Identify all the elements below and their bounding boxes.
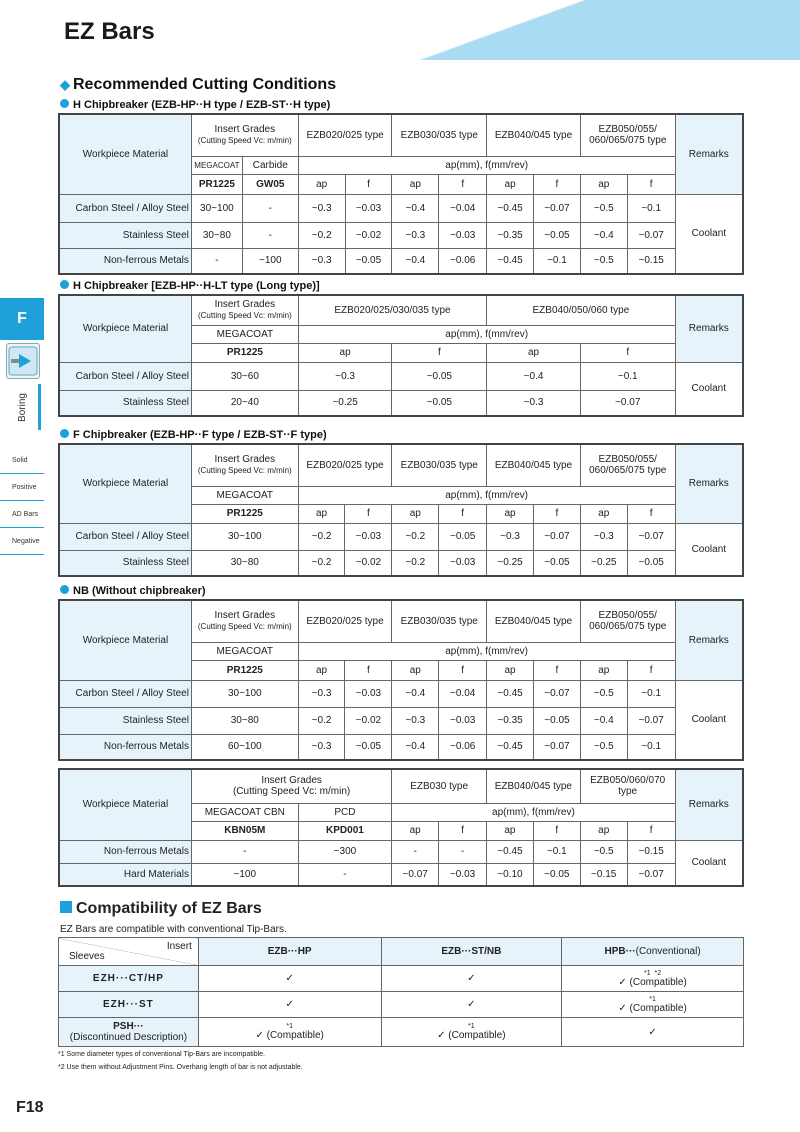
page-title: EZ Bars bbox=[64, 18, 155, 45]
table3-title: F Chipbreaker (EZB-HP··F type / EZB-ST··F type) bbox=[60, 429, 327, 441]
value-cell: ~0.05 bbox=[392, 390, 487, 416]
remarks-header: Remarks bbox=[675, 769, 743, 840]
value-cell: ~0.45 bbox=[487, 194, 534, 222]
col-f: f bbox=[627, 660, 675, 680]
value-cell: ~0.1 bbox=[580, 362, 675, 390]
grade-label: MEGACOAT bbox=[191, 156, 242, 174]
value-cell: ~0.45 bbox=[486, 840, 533, 863]
table-row bbox=[59, 680, 743, 707]
value-cell: 30~80 bbox=[191, 222, 242, 248]
col-ap: ap bbox=[298, 660, 345, 680]
col-f: f bbox=[439, 660, 487, 680]
value-cell: ~0.05 bbox=[533, 550, 580, 576]
value-cell: ~0.1 bbox=[533, 840, 580, 863]
col-ap: ap bbox=[580, 821, 627, 840]
insert-grades-header: Insert Grades (Cutting Speed Vc: m/min) bbox=[191, 444, 298, 486]
value-cell: 60~100 bbox=[191, 734, 298, 760]
value-cell: ~0.3 bbox=[298, 734, 345, 760]
value-cell: ~0.4 bbox=[580, 222, 627, 248]
col-ap: ap bbox=[392, 174, 439, 194]
value-cell: ~0.07 bbox=[627, 222, 675, 248]
insert-grades-header: Insert Grades (Cutting Speed Vc: m/min) bbox=[192, 295, 299, 325]
col-f: f bbox=[533, 504, 580, 523]
col-ap: ap bbox=[580, 660, 627, 680]
grade-label: PCD bbox=[298, 803, 392, 821]
check-icon: ✓ bbox=[467, 999, 476, 1010]
group-header: EZB030/035 type bbox=[392, 444, 487, 486]
grade-code: PR1225 bbox=[191, 174, 242, 194]
value-cell: ~0.15 bbox=[580, 863, 627, 886]
value-cell: ~0.25 bbox=[580, 550, 627, 576]
units-label: ap(mm), f(mm/rev) bbox=[298, 156, 675, 174]
value-cell: ~0.45 bbox=[487, 734, 534, 760]
grade-label: MEGACOAT CBN bbox=[191, 803, 298, 821]
value-cell: ~0.04 bbox=[439, 680, 487, 707]
table-row bbox=[59, 550, 743, 576]
workpiece-material-header: Workpiece Material bbox=[59, 444, 191, 523]
col-ap: ap bbox=[580, 504, 627, 523]
check-cell bbox=[381, 966, 562, 992]
diamond-icon: ◆ bbox=[60, 77, 70, 92]
value-cell: ~0.2 bbox=[392, 550, 439, 576]
side-nav-list bbox=[0, 447, 44, 555]
value-cell: ~0.3 bbox=[392, 222, 439, 248]
table4-title: NB (Without chipbreaker) bbox=[60, 585, 206, 597]
table-compatibility bbox=[58, 937, 744, 1047]
group-header: EZB030/035 type bbox=[392, 114, 487, 156]
coolant-cell: Coolant bbox=[675, 840, 743, 886]
coolant-cell: Coolant bbox=[675, 362, 743, 416]
value-cell: ~0.3 bbox=[487, 390, 581, 416]
value-cell: 30~80 bbox=[191, 550, 298, 576]
value-cell: ~0.5 bbox=[580, 248, 627, 274]
grade-label: MEGACOAT bbox=[191, 642, 298, 660]
col-f: f bbox=[439, 821, 487, 840]
value-cell: ~0.10 bbox=[486, 863, 533, 886]
value-cell: ~0.4 bbox=[392, 680, 439, 707]
col-f: f bbox=[534, 174, 581, 194]
grade-code: KPD001 bbox=[298, 821, 392, 840]
workpiece-material-header: Workpiece Material bbox=[59, 600, 191, 680]
units-label: ap(mm), f(mm/rev) bbox=[298, 642, 675, 660]
grade-code: PR1225 bbox=[191, 660, 298, 680]
insert-header: EZB···ST/NB bbox=[381, 938, 562, 966]
col-ap: ap bbox=[392, 821, 439, 840]
table-row bbox=[59, 840, 743, 863]
value-cell: ~100 bbox=[242, 248, 298, 274]
col-f: f bbox=[627, 174, 675, 194]
value-cell: ~0.03 bbox=[439, 863, 487, 886]
value-cell: ~0.05 bbox=[627, 550, 675, 576]
remarks-header: Remarks bbox=[675, 600, 743, 680]
value-cell: ~0.5 bbox=[580, 680, 627, 707]
value-cell: ~0.07 bbox=[534, 194, 581, 222]
check-cell bbox=[562, 1018, 744, 1047]
workpiece-material-header: Workpiece Material bbox=[59, 295, 192, 362]
sleeve-label: PSH··· (Discontinued Description) bbox=[59, 1018, 199, 1047]
section-title-cutting: ◆ Recommended Cutting Conditions bbox=[60, 76, 337, 93]
bullet-icon bbox=[60, 585, 69, 594]
value-cell: ~0.03 bbox=[439, 707, 487, 734]
value-cell: ~0.07 bbox=[533, 523, 580, 550]
value-cell: ~0.4 bbox=[392, 248, 439, 274]
value-cell: ~0.25 bbox=[487, 550, 534, 576]
value-cell: ~0.5 bbox=[580, 734, 627, 760]
value-cell: ~0.07 bbox=[580, 390, 675, 416]
group-header: EZB030/035 type bbox=[392, 600, 487, 642]
coolant-cell: Coolant bbox=[675, 194, 743, 274]
col-f: f bbox=[439, 504, 487, 523]
group-header: EZB020/025 type bbox=[298, 114, 392, 156]
col-f: f bbox=[533, 660, 580, 680]
side-tab-f[interactable]: F bbox=[0, 298, 44, 340]
check-cell: *1 *2 ✓ (Compatible) bbox=[562, 966, 744, 992]
section-title-compatibility: Compatibility of EZ Bars bbox=[60, 900, 262, 918]
value-cell: ~0.03 bbox=[345, 194, 392, 222]
col-ap: ap bbox=[487, 504, 534, 523]
value-cell: ~0.07 bbox=[627, 863, 675, 886]
value-cell: ~0.15 bbox=[627, 840, 675, 863]
value-cell: ~0.4 bbox=[392, 194, 439, 222]
value-cell: ~0.05 bbox=[392, 362, 487, 390]
col-f: f bbox=[392, 343, 487, 362]
value-cell: ~0.4 bbox=[392, 734, 439, 760]
value-cell: ~0.15 bbox=[627, 248, 675, 274]
check-cell bbox=[381, 992, 562, 1018]
table1-title: H Chipbreaker (EZB-HP··H type / EZB-ST··H type) bbox=[60, 99, 330, 111]
table-row bbox=[59, 863, 743, 886]
value-cell: ~0.2 bbox=[298, 707, 345, 734]
material-cell: Stainless Steel bbox=[59, 390, 192, 416]
group-header: EZB040/050/060 type bbox=[487, 295, 675, 325]
col-f: f bbox=[533, 821, 580, 840]
value-cell: ~0.25 bbox=[298, 390, 392, 416]
table-row bbox=[59, 390, 743, 416]
value-cell: ~0.1 bbox=[627, 734, 675, 760]
check-icon: ✓ bbox=[285, 973, 294, 984]
value-cell: 30~100 bbox=[191, 523, 298, 550]
material-cell: Non-ferrous Metals bbox=[59, 734, 191, 760]
grade-code: KBN05M bbox=[191, 821, 298, 840]
material-cell: Hard Materials bbox=[59, 863, 191, 886]
value-cell: ~0.1 bbox=[627, 680, 675, 707]
value-cell: ~0.05 bbox=[439, 523, 487, 550]
footnote-2: *2 Use them without Adjustment Pins. Overhang length of bar is not adjustable. bbox=[58, 1064, 303, 1071]
check-icon: ✓ bbox=[467, 973, 476, 984]
value-cell: ~0.2 bbox=[298, 550, 345, 576]
check-cell bbox=[198, 992, 381, 1018]
grade-code: PR1225 bbox=[191, 504, 298, 523]
col-f: f bbox=[627, 821, 675, 840]
table-row bbox=[59, 362, 743, 390]
side-item-solid[interactable]: Solid bbox=[0, 447, 44, 474]
insert-grades-header: Insert Grades (Cutting Speed Vc: m/min) bbox=[191, 769, 391, 803]
col-ap: ap bbox=[298, 504, 345, 523]
value-cell: 30~100 bbox=[191, 194, 242, 222]
check-icon: ✓ bbox=[285, 999, 294, 1010]
col-f: f bbox=[345, 174, 392, 194]
value-cell: 30~80 bbox=[191, 707, 298, 734]
remarks-header: Remarks bbox=[675, 444, 743, 523]
compatibility-note: EZ Bars are compatible with conventional Tip-Bars. bbox=[60, 924, 287, 935]
insert-grades-header: Insert Grades (Cutting Speed Vc: m/min) bbox=[191, 600, 298, 642]
value-cell: ~0.06 bbox=[439, 734, 487, 760]
header-banner bbox=[55, 0, 800, 60]
value-cell: 30~60 bbox=[192, 362, 299, 390]
value-cell: ~0.45 bbox=[487, 248, 534, 274]
col-ap: ap bbox=[486, 821, 533, 840]
value-cell: ~0.3 bbox=[298, 680, 345, 707]
insert-header: HPB···(Conventional) bbox=[562, 938, 744, 966]
grade-label: MEGACOAT bbox=[191, 486, 298, 504]
value-cell: ~0.1 bbox=[534, 248, 581, 274]
value-cell: ~0.02 bbox=[345, 222, 392, 248]
remarks-header: Remarks bbox=[675, 114, 743, 194]
value-cell: ~0.05 bbox=[345, 734, 392, 760]
check-icon: ✓ bbox=[618, 976, 627, 988]
bullet-icon bbox=[60, 99, 69, 108]
side-item-positive[interactable]: Positive bbox=[0, 474, 44, 501]
value-cell: ~0.05 bbox=[534, 222, 581, 248]
col-ap: ap bbox=[487, 660, 534, 680]
material-cell: Carbon Steel / Alloy Steel bbox=[59, 194, 191, 222]
table-row bbox=[59, 523, 743, 550]
grade-label: MEGACOAT bbox=[192, 325, 299, 343]
material-cell: Carbon Steel / Alloy Steel bbox=[59, 680, 191, 707]
check-cell: *1 ✓ (Compatible) bbox=[198, 1018, 381, 1047]
remarks-header: Remarks bbox=[675, 295, 743, 362]
group-header: EZB050/055/ 060/065/075 type bbox=[580, 600, 675, 642]
table-f-chipbreaker bbox=[58, 443, 744, 577]
value-cell: ~0.05 bbox=[345, 248, 392, 274]
value-cell: ~0.3 bbox=[298, 248, 345, 274]
insert-header: EZB···HP bbox=[198, 938, 381, 966]
table-nb bbox=[58, 599, 744, 761]
check-cell: *1 ✓ (Compatible) bbox=[381, 1018, 562, 1047]
check-icon: ✓ bbox=[648, 1026, 657, 1038]
material-cell: Stainless Steel bbox=[59, 550, 191, 576]
corner-header: Insert Sleeves bbox=[59, 938, 199, 966]
col-ap: ap bbox=[487, 174, 534, 194]
col-ap: ap bbox=[298, 174, 345, 194]
value-cell: ~0.07 bbox=[533, 734, 580, 760]
sleeve-label: EZH···ST bbox=[59, 992, 199, 1018]
units-label: ap(mm), f(mm/rev) bbox=[298, 325, 675, 343]
grade-label: Carbide bbox=[242, 156, 298, 174]
table-h-chipbreaker bbox=[58, 113, 744, 275]
group-header: EZB020/025 type bbox=[298, 600, 392, 642]
value-cell: - bbox=[392, 840, 439, 863]
bullet-icon bbox=[60, 280, 69, 289]
value-cell: ~0.03 bbox=[345, 523, 392, 550]
value-cell: ~0.06 bbox=[439, 248, 487, 274]
value-cell: - bbox=[439, 840, 487, 863]
table-row bbox=[59, 707, 743, 734]
col-f: f bbox=[345, 504, 392, 523]
grade-code: PR1225 bbox=[192, 343, 299, 362]
group-header: EZB020/025/030/035 type bbox=[298, 295, 486, 325]
units-label: ap(mm), f(mm/rev) bbox=[298, 486, 675, 504]
value-cell: - bbox=[191, 248, 242, 274]
value-cell: ~0.35 bbox=[487, 222, 534, 248]
material-cell: Stainless Steel bbox=[59, 222, 191, 248]
table-row bbox=[59, 734, 743, 760]
workpiece-material-header: Workpiece Material bbox=[59, 114, 191, 194]
value-cell: ~0.02 bbox=[345, 707, 392, 734]
value-cell: ~0.03 bbox=[345, 680, 392, 707]
col-f: f bbox=[439, 174, 487, 194]
col-ap: ap bbox=[392, 660, 439, 680]
group-header: EZB030 type bbox=[392, 769, 487, 803]
workpiece-material-header: Workpiece Material bbox=[59, 769, 191, 840]
value-cell: - bbox=[298, 863, 392, 886]
col-ap: ap bbox=[298, 343, 392, 362]
side-section-boring[interactable]: Boring bbox=[16, 393, 28, 422]
col-ap: ap bbox=[487, 343, 581, 362]
grade-code: GW05 bbox=[242, 174, 298, 194]
col-ap: ap bbox=[392, 504, 439, 523]
value-cell: ~0.07 bbox=[627, 707, 675, 734]
table-row bbox=[59, 222, 743, 248]
value-cell: ~0.5 bbox=[580, 840, 627, 863]
col-f: f bbox=[627, 504, 675, 523]
value-cell: ~0.3 bbox=[580, 523, 627, 550]
value-cell: ~0.4 bbox=[580, 707, 627, 734]
check-icon: ✓ bbox=[618, 1002, 627, 1014]
value-cell: ~0.4 bbox=[487, 362, 581, 390]
units-label: ap(mm), f(mm/rev) bbox=[392, 803, 675, 821]
group-header: EZB050/055/ 060/065/075 type bbox=[580, 114, 675, 156]
group-header: EZB040/045 type bbox=[487, 444, 581, 486]
value-cell: ~0.02 bbox=[345, 550, 392, 576]
value-cell: - bbox=[242, 222, 298, 248]
value-cell: ~0.2 bbox=[298, 222, 345, 248]
material-cell: Non-ferrous Metals bbox=[59, 248, 191, 274]
page-number: F18 bbox=[16, 1099, 44, 1116]
value-cell: ~0.1 bbox=[627, 194, 675, 222]
sleeve-label: EZH···CT/HP bbox=[59, 966, 199, 992]
boring-bar-icon bbox=[6, 343, 40, 379]
value-cell: ~0.03 bbox=[439, 222, 487, 248]
value-cell: ~0.07 bbox=[533, 680, 580, 707]
col-ap: ap bbox=[580, 174, 627, 194]
material-cell: Carbon Steel / Alloy Steel bbox=[59, 362, 192, 390]
coolant-cell: Coolant bbox=[675, 680, 743, 760]
value-cell: ~0.3 bbox=[392, 707, 439, 734]
value-cell: ~0.04 bbox=[439, 194, 487, 222]
value-cell: - bbox=[242, 194, 298, 222]
value-cell: ~0.3 bbox=[298, 194, 345, 222]
value-cell: ~0.2 bbox=[298, 523, 345, 550]
footnote-1: *1 Some diameter types of conventional Tip-Bars are incompatible. bbox=[58, 1051, 265, 1058]
col-f: f bbox=[345, 660, 392, 680]
coolant-cell: Coolant bbox=[675, 523, 743, 576]
value-cell: ~0.03 bbox=[439, 550, 487, 576]
value-cell: ~0.35 bbox=[487, 707, 534, 734]
side-item-ad-bars[interactable]: AD Bars bbox=[0, 501, 44, 528]
check-cell bbox=[198, 966, 381, 992]
group-header: EZB020/025 type bbox=[298, 444, 392, 486]
table-row bbox=[59, 194, 743, 222]
value-cell: ~0.2 bbox=[392, 523, 439, 550]
col-f: f bbox=[580, 343, 675, 362]
insert-grades-header: Insert Grades (Cutting Speed Vc: m/min) bbox=[191, 114, 298, 156]
bullet-icon bbox=[60, 429, 69, 438]
table-h-chipbreaker-long bbox=[58, 294, 744, 417]
table2-title: H Chipbreaker [EZB-HP··H-LT type (Long type)] bbox=[60, 280, 320, 292]
value-cell: ~0.3 bbox=[298, 362, 392, 390]
value-cell: ~0.05 bbox=[533, 863, 580, 886]
table-row bbox=[59, 248, 743, 274]
material-cell: Stainless Steel bbox=[59, 707, 191, 734]
value-cell: ~300 bbox=[298, 840, 392, 863]
group-header: EZB040/045 type bbox=[487, 114, 581, 156]
group-header: EZB050/060/070 type bbox=[580, 769, 675, 803]
group-header: EZB040/045 type bbox=[486, 769, 580, 803]
value-cell: ~0.45 bbox=[487, 680, 534, 707]
material-cell: Non-ferrous Metals bbox=[59, 840, 191, 863]
value-cell: ~0.07 bbox=[392, 863, 439, 886]
square-icon bbox=[60, 901, 72, 913]
side-item-negative[interactable]: Negative bbox=[0, 528, 44, 555]
value-cell: - bbox=[191, 840, 298, 863]
group-header: EZB040/045 type bbox=[487, 600, 581, 642]
group-header: EZB050/055/ 060/065/075 type bbox=[580, 444, 675, 486]
value-cell: ~0.3 bbox=[487, 523, 534, 550]
value-cell: ~100 bbox=[191, 863, 298, 886]
value-cell: 20~40 bbox=[192, 390, 299, 416]
value-cell: 30~100 bbox=[191, 680, 298, 707]
table-cbn-pcd bbox=[58, 768, 744, 887]
value-cell: ~0.05 bbox=[533, 707, 580, 734]
check-icon: ✓ bbox=[437, 1030, 446, 1041]
material-cell: Carbon Steel / Alloy Steel bbox=[59, 523, 191, 550]
value-cell: ~0.07 bbox=[627, 523, 675, 550]
value-cell: ~0.5 bbox=[580, 194, 627, 222]
check-icon: ✓ bbox=[255, 1030, 264, 1041]
check-cell: *1 ✓ (Compatible) bbox=[562, 992, 744, 1018]
